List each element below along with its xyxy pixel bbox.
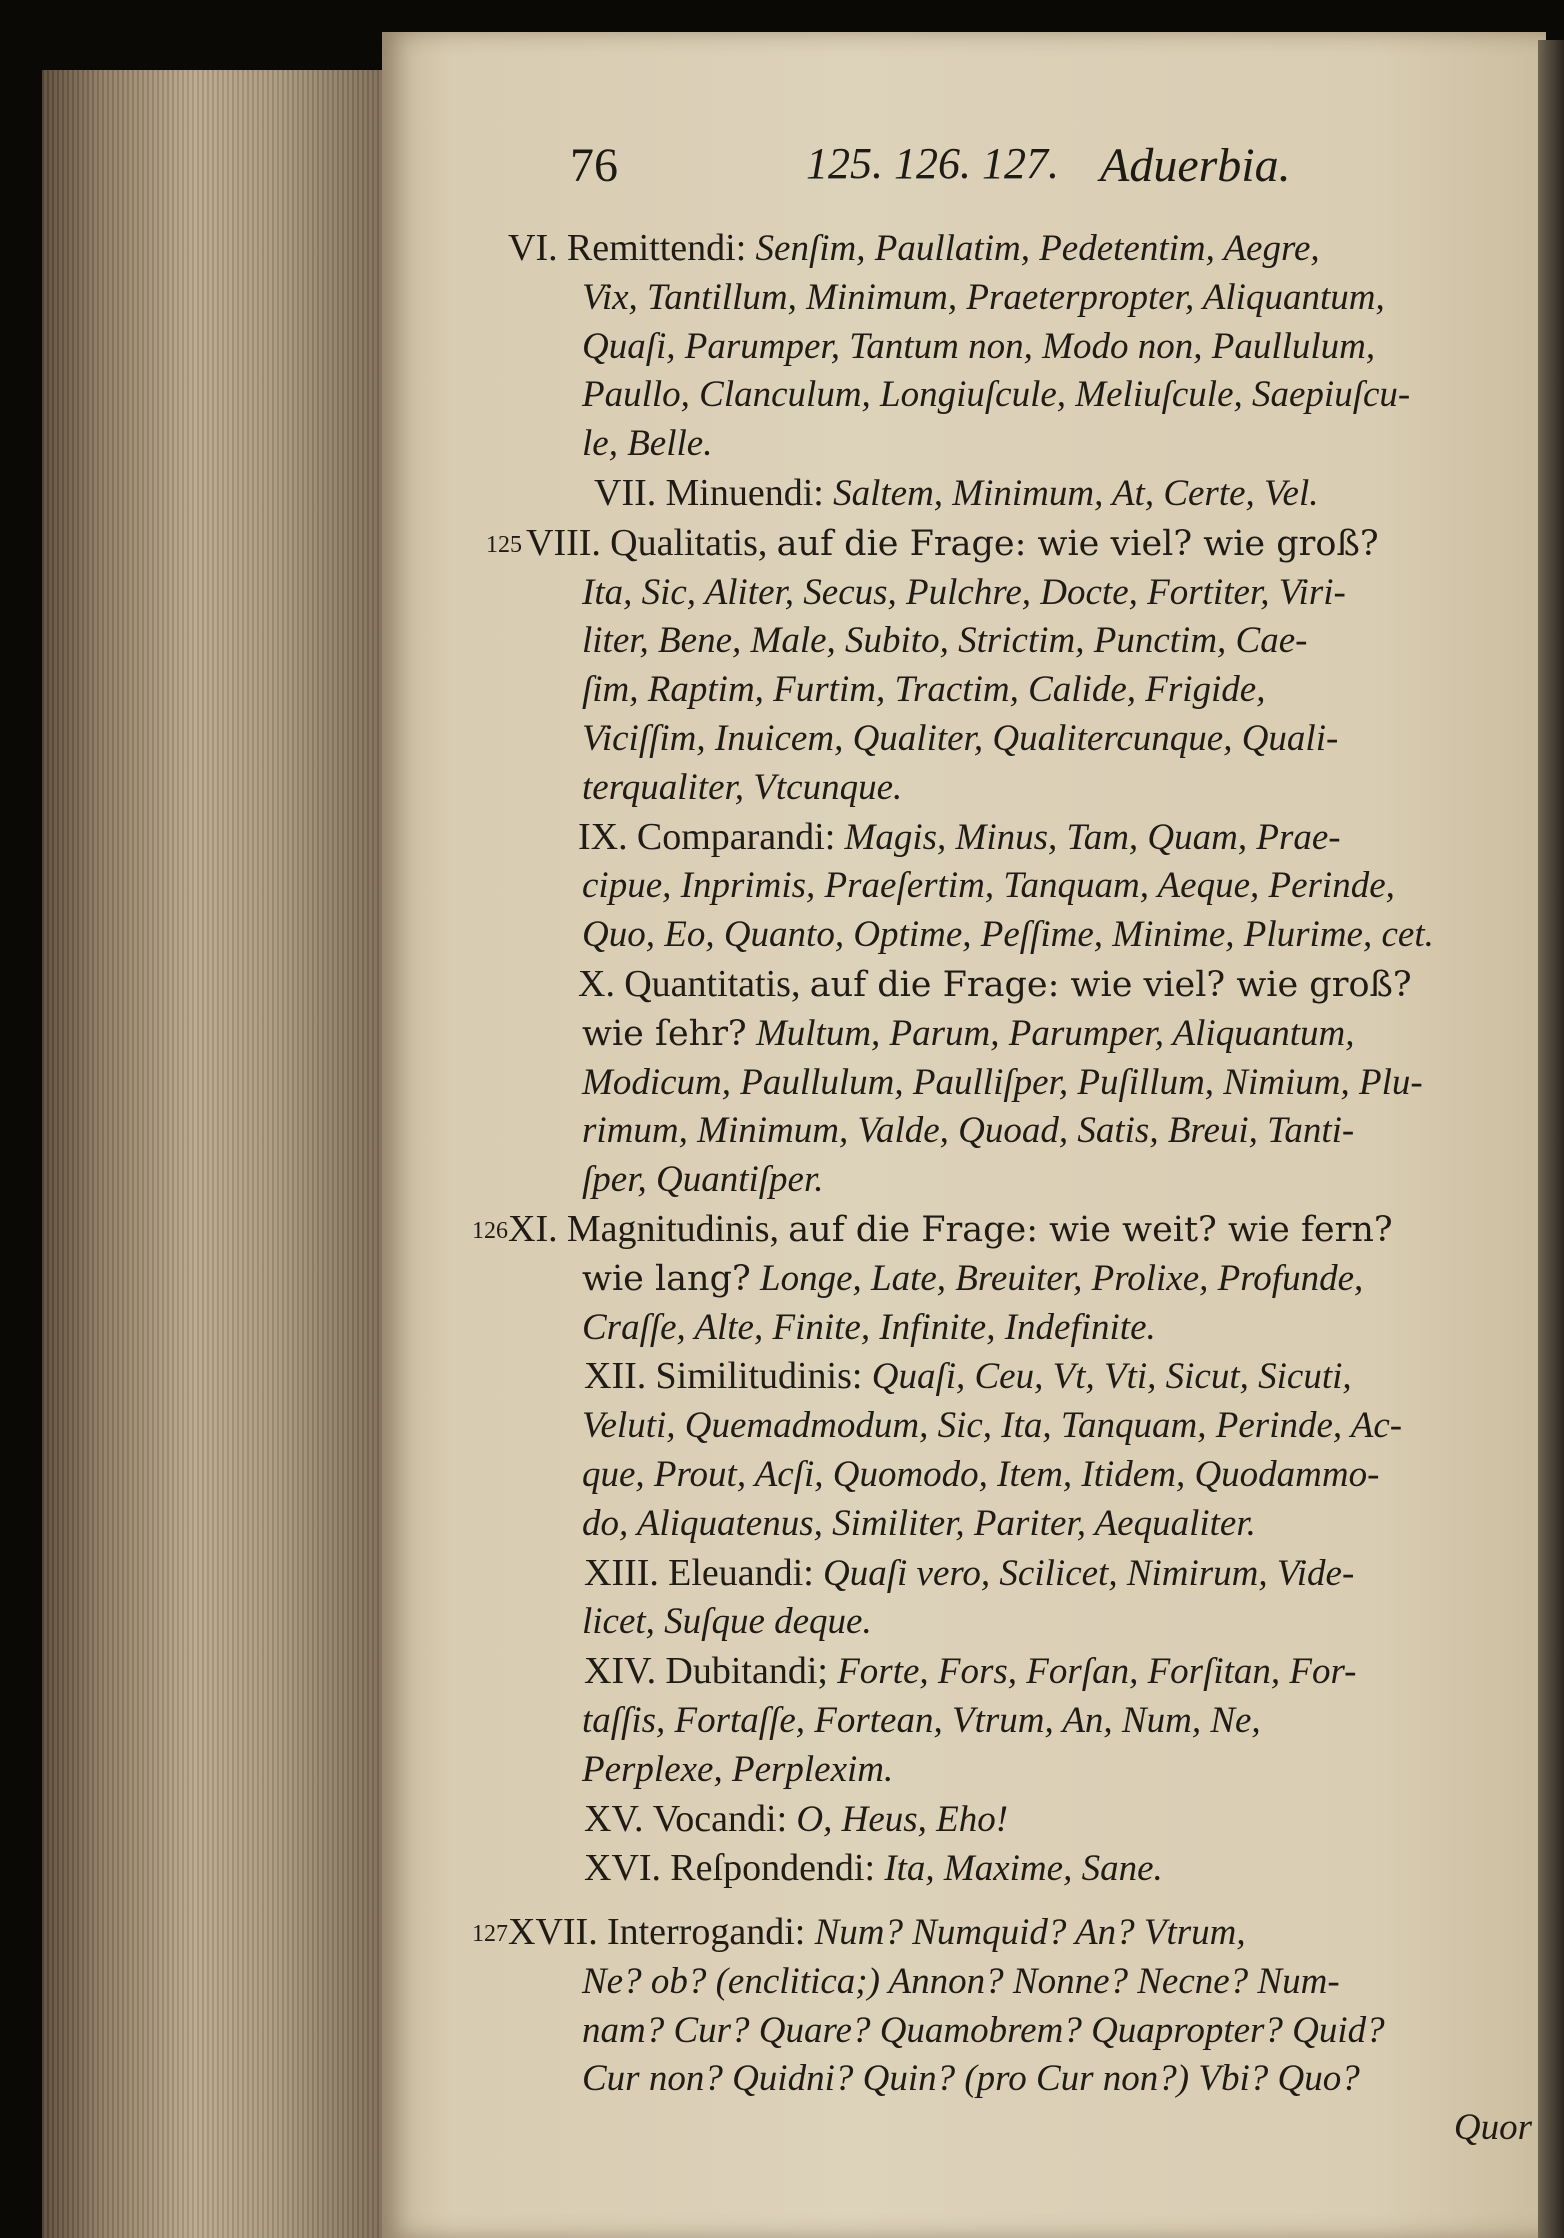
entry-quantitatis [508, 960, 1538, 1205]
entry-magnitudinis [472, 1205, 1538, 1352]
entry-line: Perplexe, Perplexim. [582, 1748, 894, 1790]
entry-line: Multum, Parum, Parumper, Aliquantum, [755, 1012, 1355, 1054]
entry-number: XIII. [584, 1551, 659, 1594]
entry-line: Quaſi, Parumper, Tantum non, Modo non, Paullulum, [582, 325, 1376, 367]
entry-line: Ita, Maxime, Sane. [884, 1848, 1163, 1890]
running-header [570, 138, 1470, 198]
entry-line: taſſis, Fortaſſe, Fortean, Vtrum, An, Num, Ne, [582, 1699, 1261, 1741]
facing-page-edge [1538, 40, 1564, 2238]
german-question: auf die Frage: wie viel? wie groß? [776, 523, 1379, 564]
entry-line: Viciſſim, Inuicem, Qualiter, Qualitercunque, Quali- [582, 717, 1339, 759]
entry-name: Qualitatis, [610, 521, 768, 564]
german-question: wie lang? [582, 1258, 751, 1299]
entry-name: Remittendi: [566, 227, 747, 269]
entry-number: XV. [584, 1797, 644, 1840]
entry-line: Modicum, Paullulum, Paulliſper, Puſillum, Nimium, Plu- [582, 1061, 1423, 1103]
entry-line: ſim, Raptim, Furtim, Tractim, Calide, Frigide, [582, 669, 1266, 711]
entry-line: Craſſe, Alte, Finite, Infinite, Indefinite. [582, 1306, 1156, 1348]
entry-interrogandi [472, 1908, 1538, 2153]
entry-line: terqualiter, Vtcunque. [582, 766, 903, 808]
entry-number: XII. [584, 1355, 647, 1398]
entry-line: que, Prout, Acſi, Quomodo, Item, Itidem, Quodammo- [582, 1453, 1380, 1495]
entry-line: Forte, Fors, Forſan, Forſitan, For- [837, 1651, 1357, 1693]
entry-name: Vocandi: [652, 1797, 788, 1840]
entry-line: rimum, Minimum, Valde, Quoad, Satis, Breui, Tanti- [582, 1110, 1355, 1152]
entry-line: ſper, Quantiſper. [582, 1159, 824, 1201]
entry-number: XI. [508, 1207, 558, 1250]
entry-line: licet, Suſque deque. [582, 1601, 872, 1643]
entry-name: Quantitatis, [624, 962, 801, 1005]
entry-line: Cur non? Quidni? Quin? (pro Cur non?) Vbi? Quo? [582, 2058, 1360, 2100]
margin-section-number: 125 [486, 531, 522, 558]
entry-name: Eleuandi: [668, 1551, 814, 1594]
entry-similitudinis [508, 1352, 1538, 1548]
german-question: wie ſehr? [582, 1013, 747, 1054]
catchword: Quor [1453, 2107, 1532, 2149]
entry-name: Magnitudinis, [566, 1207, 780, 1250]
entry-line: Saltem, Minimum, At, Certe, Vel. [833, 472, 1319, 514]
entry-line: do, Aliquatenus, Similiter, Pariter, Aequaliter. [582, 1502, 1256, 1544]
entry-vocandi [508, 1795, 1538, 1845]
entry-line: O, Heus, Eho! [796, 1798, 1009, 1840]
page-block-edge [42, 70, 382, 2238]
entry-line: Ne? ob? (enclitica;) Annon? Nonne? Necne? Num- [582, 1960, 1340, 2002]
entry-line: liter, Bene, Male, Subito, Strictim, Punctim, Cae- [582, 620, 1308, 662]
entry-line: Quo, Eo, Quanto, Optime, Peſſime, Minime, Plurime, cet. [582, 914, 1434, 956]
entry-number: VII. [594, 471, 657, 514]
entry-number: VI. [508, 227, 558, 269]
entry-line: Quaſi vero, Scilicet, Nimirum, Vide- [823, 1552, 1355, 1594]
entry-name: Dubitandi; [665, 1650, 828, 1693]
entry-line: Ita, Sic, Aliter, Secus, Pulchre, Docte, Fortiter, Viri- [582, 571, 1346, 613]
entry-remittendi [508, 224, 1538, 469]
entry-name: Similitudinis: [655, 1355, 863, 1398]
entry-name: Minuendi: [665, 471, 824, 514]
entry-eleuandi [508, 1549, 1538, 1648]
entry-comparandi [508, 813, 1538, 960]
entry-line: Longe, Late, Breuiter, Prolixe, Profunde, [760, 1257, 1364, 1299]
section-numbers: 125. 126. 127. [806, 139, 1059, 188]
entry-dubitandi [508, 1647, 1538, 1794]
entry-number: XIV. [584, 1650, 657, 1693]
entry-line: Paullo, Clanculum, Longiuſcule, Meliuſcule, Saepiuſcu- [582, 374, 1411, 416]
entry-number: VIII. [526, 521, 601, 564]
entry-number: X. [578, 962, 615, 1005]
adverb-list [472, 224, 1538, 2153]
entry-line: Num? Numquid? An? Vtrum, [814, 1912, 1246, 1954]
entry-number: XVI. [584, 1847, 662, 1890]
entry-line: Veluti, Quemadmodum, Sic, Ita, Tanquam, Perinde, Ac- [582, 1405, 1403, 1447]
margin-section-number: 126 [472, 1217, 508, 1244]
german-question: auf die Frage: wie weit? wie fern? [788, 1209, 1393, 1250]
entry-minuendi [508, 469, 1538, 519]
page-number: 76 [570, 139, 618, 192]
header-title: Aduerbia. [1100, 139, 1291, 192]
entry-number: IX. [578, 815, 628, 858]
entry-respondendi [508, 1844, 1538, 1894]
margin-section-number: 127 [472, 1921, 508, 1948]
entry-qualitatis [486, 519, 1538, 813]
entry-line: Vix, Tantillum, Minimum, Praeterpropter, Aliquantum, [582, 276, 1385, 318]
entry-line: le, Belle. [582, 423, 713, 465]
entry-number: XVII. [508, 1911, 598, 1954]
german-question: auf die Frage: wie viel? wie groß? [809, 964, 1412, 1005]
entry-line: Senſim, Paullatim, Pedetentim, Aegre, [755, 228, 1320, 269]
entry-name: Comparandi: [636, 815, 836, 858]
entry-line: Quaſi, Ceu, Vt, Vti, Sicut, Sicuti, [871, 1356, 1352, 1398]
entry-line: cipue, Inprimis, Praeſertim, Tanquam, Aeque, Perinde, [582, 865, 1395, 907]
entry-line: nam? Cur? Quare? Quamobrem? Quapropter? Quid? [582, 2009, 1385, 2051]
entry-name: Reſpondendi: [670, 1847, 876, 1890]
entry-line: Magis, Minus, Tam, Quam, Prae- [844, 816, 1341, 858]
entry-name: Interrogandi: [606, 1911, 806, 1954]
